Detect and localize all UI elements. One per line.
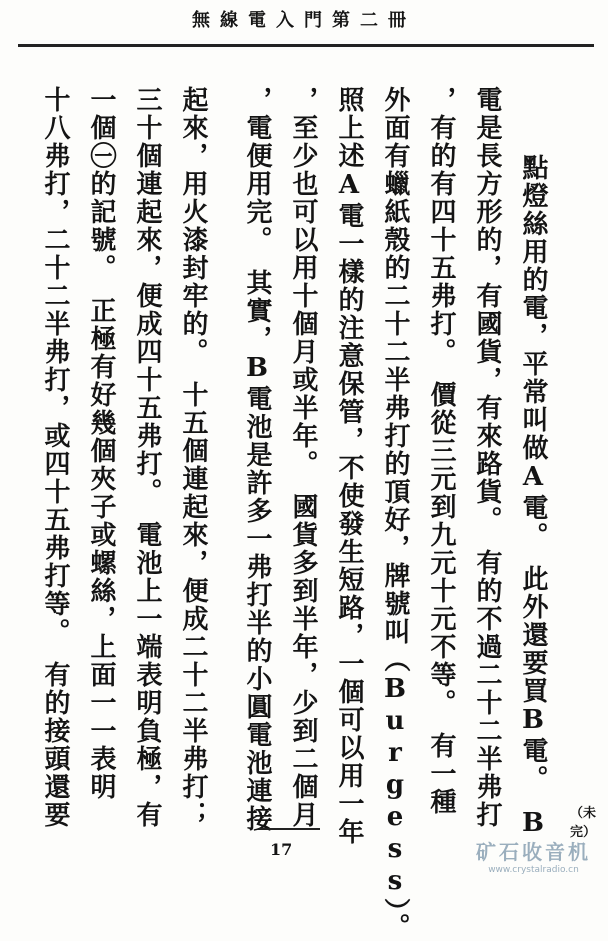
text-column-11: 十八弗打，二十二半弗打，或四十五弗打等。 有的接頭還要 — [40, 86, 70, 829]
continued-mark: （未完） — [570, 806, 597, 840]
footer-rule — [258, 828, 320, 830]
text-column-6: ，至少也可以用十個月或半年。 國貨多到半年，少到二個月 — [288, 86, 318, 829]
page-number: 17 — [270, 840, 293, 859]
site-watermark — [476, 842, 591, 875]
header-rule — [18, 44, 594, 47]
text-column-7: ，電便用完。 其實，B電池是許多一弗打半的小圓電池連接 — [242, 86, 272, 833]
running-header: 無線電入門第二冊 — [192, 10, 416, 31]
text-column-4: 外面有蠟紙殼的二十二半弗打的頂好，牌號叫（Burgess）。 — [380, 86, 410, 941]
text-column-10: 一個㊀的記號。 正極有好幾個夾子或螺絲，上面一一表明 — [86, 86, 116, 801]
watermark-logo: 矿石收音机 — [476, 840, 591, 864]
watermark-url: www.crystalradio.cn — [488, 865, 579, 875]
text-column-1: 點燈絲用的電，平常叫做A電。 此外還要買B電。 B — [518, 126, 548, 840]
text-column-5: 照上述A電一樣的注意保管，不使發生短路，一個可以用一年 — [334, 86, 364, 846]
text-column-9: 三十個連起來，便成四十五弗打。 電池上一端表明負極，有 — [132, 86, 162, 829]
text-column-2: 電是長方形的，有國貨，有來路貨。 有的不過二十二半弗打 — [472, 86, 502, 829]
text-column-8: 起來，用火漆封牢的。 十五個連起來，便成二十二半弗打； — [178, 86, 208, 829]
text-column-3: ，有的有四十五弗打。 價從三元到九元十元不等。 有一種 — [426, 86, 456, 816]
